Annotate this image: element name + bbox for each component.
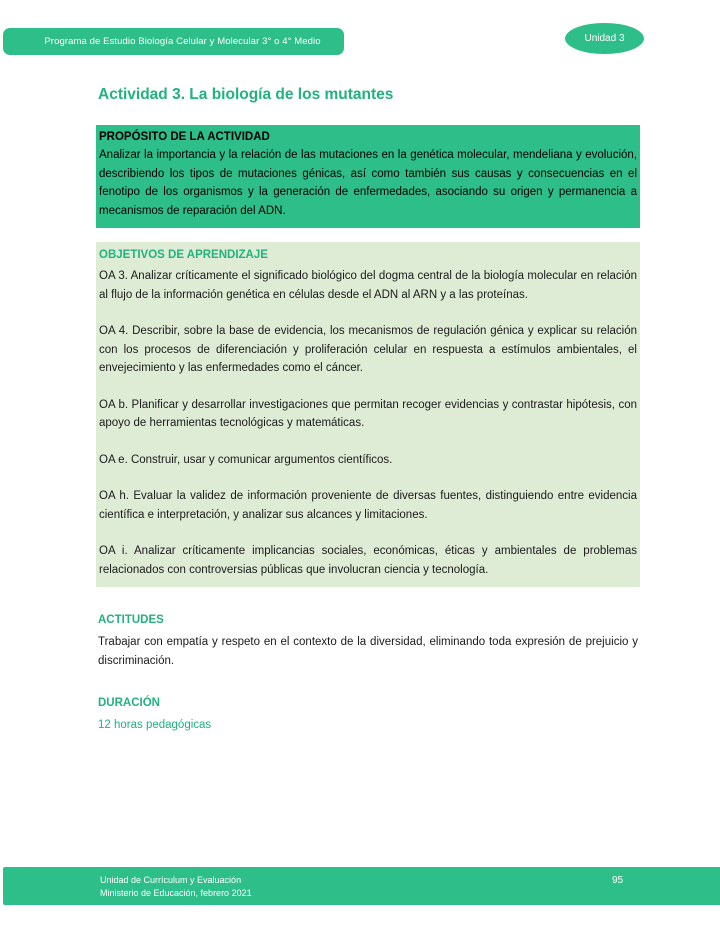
objetivo-item-oa4: OA 4. Describir, sobre la base de evidencia, los mecanismos de regulación génica y explicar su relación con los procesos de diferenciación y proliferación celular en respuesta a estímulos ambientales, el envejecimiento y las enfermedades como el cáncer. xyxy=(99,325,637,374)
duracion-section xyxy=(98,694,638,735)
page-number: 95 xyxy=(612,875,624,886)
unit-badge-label: Unidad 3 xyxy=(584,33,625,44)
objetivo-item-oae: OA e. Construir, usar y comunicar argumentos científicos. xyxy=(99,453,393,466)
actitudes-section xyxy=(98,611,638,670)
objetivo-item-oab: OA b. Planificar y desarrollar investigaciones que permitan recoger evidencias y contrastar hipótesis, con apoyo de herramientas tecnológicas y matemáticas. xyxy=(99,398,637,429)
objetivo-item-oa3: OA 3. Analizar críticamente el significado biológico del dogma central de la biología molecular en relación al flujo de la información genética en células desde el ADN al ARN y a las proteínas. xyxy=(99,270,637,301)
actitudes-heading: ACTITUDES xyxy=(98,614,164,626)
objetivos-box xyxy=(96,242,640,587)
program-header-bar xyxy=(3,28,344,55)
unit-badge xyxy=(565,23,644,54)
actitudes-body: Trabajar con empatía y respeto en el contexto de la diversidad, eliminando toda expresión de prejuicio y discriminación. xyxy=(98,636,638,667)
footer-line1: Unidad de Currículum y Evaluación xyxy=(100,875,242,885)
objetivos-heading: OBJETIVOS DE APRENDIZAJE xyxy=(99,249,268,261)
objetivo-item-oai: OA i. Analizar críticamente implicancias sociales, económicas, éticas y ambientales de problemas relacionados con controversias públicas que involucran ciencia y tecnología. xyxy=(99,545,637,576)
program-header-label: Programa de Estudio Biología Celular y Molecular 3° o 4° Medio xyxy=(44,36,321,47)
objetivo-item-oah: OA h. Evaluar la validez de información proveniente de diversas fuentes, distinguiendo entre evidencia científica e interpretación, y analizar sus alcances y limitaciones. xyxy=(99,490,637,521)
duracion-heading: DURACIÓN xyxy=(98,697,160,709)
proposito-box xyxy=(96,125,640,228)
main-content xyxy=(98,86,638,735)
footer-bar xyxy=(3,867,720,905)
footer-credits xyxy=(100,874,252,899)
proposito-body: Analizar la importancia y la relación de las mutaciones en la genética molecular, mendeliana y evolución, describiendo los tipos de mutaciones génicas, así como también sus causas y consecuencias en el fenotipo de los organismos y la generación de enfermedades, asociando su origen y permanencia a mecanismos de reparación del ADN. xyxy=(99,149,637,217)
activity-title: Actividad 3. La biología de los mutantes xyxy=(98,86,394,103)
proposito-heading: PROPÓSITO DE LA ACTIVIDAD xyxy=(99,131,270,143)
footer-line2: Ministerio de Educación, febrero 2021 xyxy=(100,887,252,898)
duracion-body: 12 horas pedagógicas xyxy=(98,719,212,731)
